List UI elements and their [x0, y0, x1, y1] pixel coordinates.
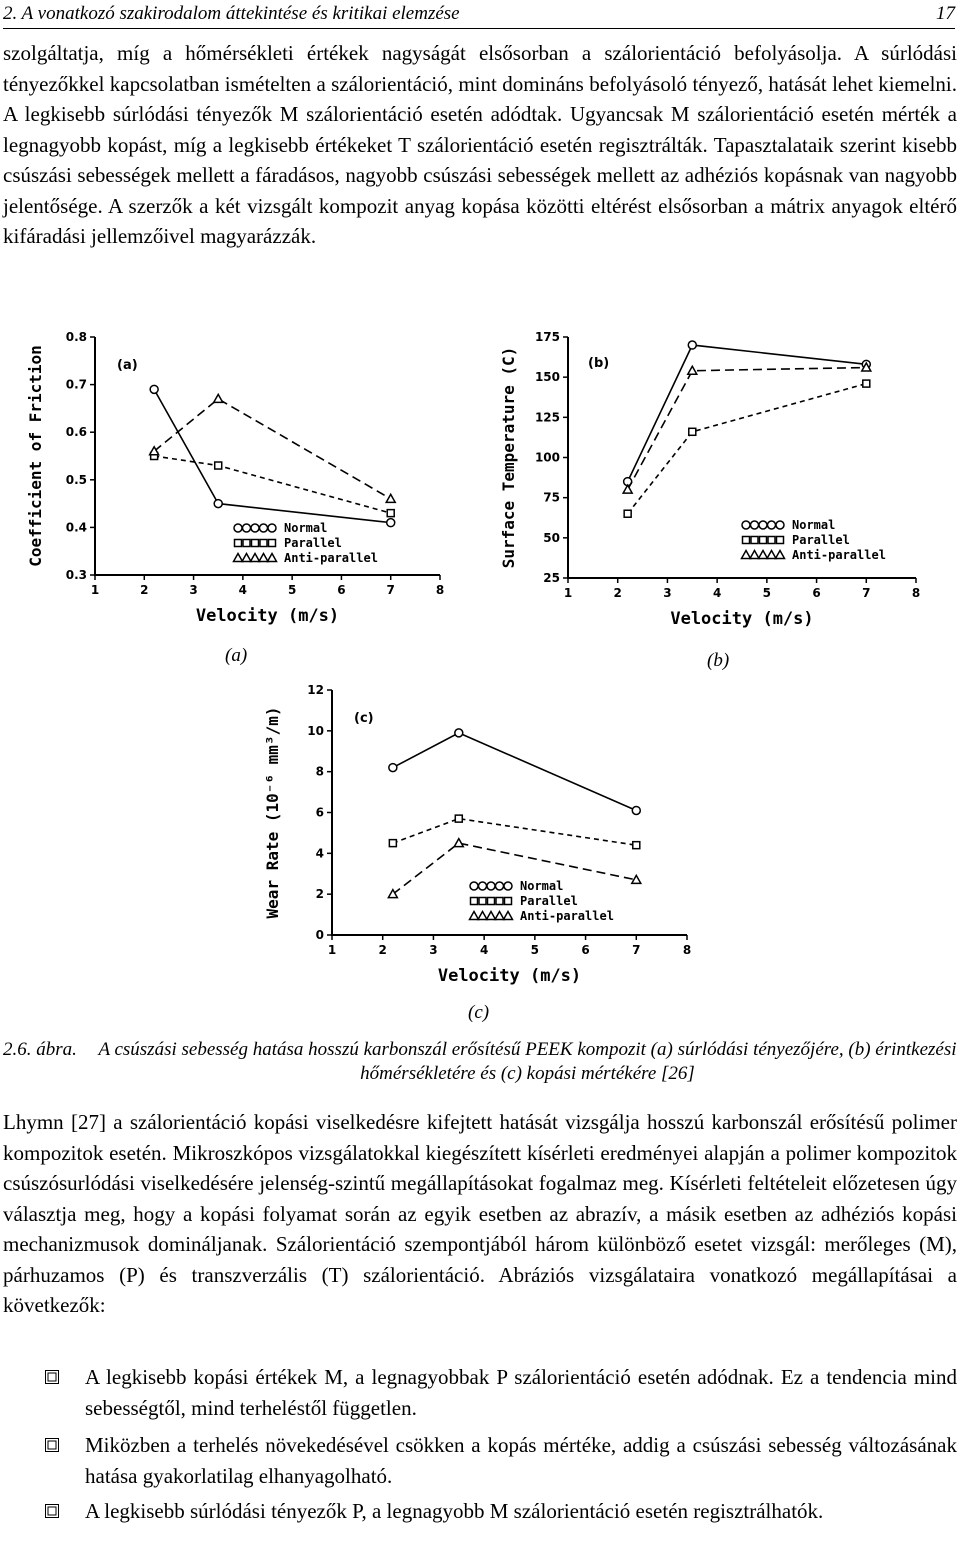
data-point-triangle — [454, 839, 463, 847]
legend-marker-circle — [470, 882, 478, 890]
header-title: 2. A vonatkozó szakirodalom áttekintése és kritikai elemzése — [3, 3, 460, 24]
x-tick-label: 3 — [663, 586, 672, 600]
legend-marker-triangle — [470, 912, 479, 920]
data-point-triangle — [214, 394, 223, 402]
legend-label: Anti-parallel — [520, 909, 614, 923]
legend-label: Parallel — [520, 894, 578, 908]
legend-marker-square — [488, 898, 495, 905]
figure-sublabel-b: (b) — [707, 650, 730, 671]
data-point-square — [389, 840, 396, 847]
data-point-square — [633, 842, 640, 849]
bullet-text: A legkisebb kopási értékek M, a legnagyobbak P szálorientáció esetén adódnak. Ez a tendencia mind sebességtől, mind terheléstől független. — [85, 1365, 957, 1420]
legend-marker-square — [471, 898, 478, 905]
y-axis-label: Coefficient of Friction — [26, 345, 45, 567]
bullet-box-icon — [45, 1504, 59, 1518]
x-tick-label: 7 — [632, 943, 641, 957]
y-tick-label: 0 — [315, 928, 324, 942]
legend-marker-triangle — [478, 912, 487, 920]
legend-marker-triangle — [767, 551, 776, 559]
chart-wear-rate — [262, 682, 702, 998]
data-point-square — [215, 462, 222, 469]
series-line-circle — [628, 345, 867, 482]
figure-sublabel-a: (a) — [225, 645, 248, 666]
series-markers-square — [151, 453, 395, 517]
x-tick-label: 8 — [435, 583, 445, 597]
y-tick-label: 150 — [534, 370, 560, 385]
x-tick-label: 6 — [337, 583, 346, 597]
legend-marker-square — [260, 540, 267, 547]
y-tick-label: 8 — [315, 764, 324, 779]
x-tick-label: 7 — [862, 586, 871, 600]
legend-label: Parallel — [284, 536, 342, 550]
legend-marker-square — [751, 537, 758, 544]
chart-friction — [25, 325, 455, 635]
legend-marker-square — [235, 540, 242, 547]
y-axis-label: Wear Rate (10⁻⁶ mm³/m) — [263, 706, 282, 919]
data-point-square — [863, 380, 870, 387]
legend-marker-triangle — [234, 554, 243, 562]
y-tick-label: 6 — [315, 805, 324, 820]
x-tick-label: 1 — [90, 583, 100, 597]
series-markers-circle — [389, 729, 640, 815]
series-markers-square — [389, 815, 639, 849]
paragraph-intro: szolgáltatja, míg a hőmérsékleti értékek nagyságát elsősorban a szálorientáció befolyásolja. A súrlódási tényezőkkel kapcsolatban ismételten a szálorientáció, mint domináns befolyásoló tényező, hatását lehet kiemelni. A legkisebb súrlódási tényezők M szálorientáció esetén adódtak. Ugyancsak M szálorientáció esetén mérték a legnagyobb kopást, míg a legkisebb értékeket T szálorientáció esetén regisztrálták. Tapasztalataik szerint kisebb csúszási sebességek mellett a fáradásos, nagyobb csúszási sebességek mellett az adhéziós kopásnak van nagyobb jelentősége. A szerzők a két vizsgált kompozit anyag kopása közötti eltérést elsősorban a mátrix anyagok eltérő kifáradási jellemzőivel magyarázzák. — [3, 41, 957, 248]
legend-marker-triangle — [495, 912, 504, 920]
y-axis-label: Surface Temperature (C) — [499, 346, 518, 569]
y-tick-label: 125 — [534, 410, 560, 425]
legend-label: Parallel — [792, 533, 850, 547]
legend-marker-square — [479, 898, 486, 905]
data-point-triangle — [386, 494, 395, 502]
x-axis-label: Velocity (m/s) — [195, 606, 340, 626]
figure-sublabel-c: (c) — [468, 1002, 490, 1023]
series-line-triangle — [393, 843, 636, 894]
legend-marker-square — [743, 537, 750, 544]
y-tick-label: 0.4 — [65, 520, 87, 535]
legend-marker-square — [768, 537, 775, 544]
legend-marker-triangle — [268, 554, 277, 562]
data-point-square — [689, 428, 696, 435]
y-tick-label: 100 — [534, 450, 560, 465]
data-point-triangle — [623, 485, 632, 493]
x-tick-label: 2 — [140, 583, 149, 597]
legend-marker-circle — [479, 882, 487, 890]
bullet-text: Miközben a terhelés növekedésével csökken a kopás mértéke, addig a csúszási sebesség változásának hatása gyakorlatilag elhanyagolható. — [85, 1433, 957, 1488]
chart-temperature — [498, 325, 928, 635]
legend-marker-square — [777, 537, 784, 544]
bullet-text: A legkisebb súrlódási tényezők P, a legnagyobb M szálorientáció esetén regisztrálhatók. — [85, 1499, 824, 1523]
legend-marker-square — [252, 540, 259, 547]
x-tick-label: 1 — [563, 586, 573, 600]
series-line-circle — [154, 389, 391, 522]
panel-tag: (b) — [588, 356, 610, 371]
x-tick-label: 2 — [613, 586, 622, 600]
legend-marker-square — [760, 537, 767, 544]
series-markers-circle — [150, 385, 395, 526]
legend-marker-square — [496, 898, 503, 905]
y-tick-label: 4 — [315, 846, 324, 861]
legend-marker-circle — [234, 524, 242, 532]
legend-marker-triangle — [487, 912, 496, 920]
data-point-circle — [214, 500, 222, 508]
legend-marker-circle — [751, 521, 759, 529]
legend-marker-square — [269, 540, 276, 547]
panel-tag: (c) — [354, 711, 374, 726]
figure-caption — [3, 1038, 957, 1086]
legend-marker-circle — [768, 521, 776, 529]
y-tick-label: 10 — [307, 723, 324, 738]
x-tick-label: 3 — [189, 583, 198, 597]
x-tick-label: 7 — [386, 583, 395, 597]
x-axis-label: Velocity (m/s) — [437, 966, 582, 986]
legend-marker-circle — [759, 521, 767, 529]
series-line-triangle — [154, 399, 391, 499]
data-point-square — [387, 510, 394, 517]
series-markers-triangle — [623, 363, 871, 493]
data-point-circle — [455, 729, 463, 737]
x-tick-label: 2 — [378, 943, 387, 957]
legend-marker-triangle — [750, 551, 759, 559]
legend-marker-square — [243, 540, 250, 547]
data-point-circle — [632, 806, 640, 814]
y-tick-label: 0.7 — [65, 377, 87, 392]
y-tick-label: 12 — [307, 683, 324, 697]
legend-marker-triangle — [242, 554, 251, 562]
x-tick-label: 4 — [712, 586, 722, 600]
x-tick-label: 4 — [238, 583, 248, 597]
x-tick-label: 8 — [911, 586, 921, 600]
series-line-square — [628, 384, 867, 514]
y-tick-label: 50 — [543, 530, 560, 545]
series-line-circle — [393, 733, 636, 811]
caption-text: A csúszási sebesség hatása hosszú karbonszál erősítésű PEEK kompozit (a) súrlódási tényezőjére, (b) érintkezési hőmérsékletére és (c) kopási mértékére [26] — [98, 1039, 957, 1084]
data-point-triangle — [632, 875, 641, 883]
legend-marker-square — [505, 898, 512, 905]
legend-marker-circle — [251, 524, 259, 532]
series-markers-square — [624, 380, 870, 517]
legend-marker-triangle — [759, 551, 768, 559]
data-point-circle — [150, 385, 158, 393]
bullet-box-icon — [45, 1438, 59, 1452]
y-tick-label: 0.3 — [65, 568, 87, 582]
x-tick-label: 3 — [429, 943, 438, 957]
running-header — [3, 2, 955, 29]
legend-label: Normal — [792, 518, 836, 532]
legend-marker-triangle — [742, 551, 751, 559]
x-tick-label: 8 — [682, 943, 692, 957]
legend-marker-triangle — [504, 912, 513, 920]
data-point-circle — [387, 519, 395, 527]
legend-marker-circle — [504, 882, 512, 890]
y-tick-label: 75 — [543, 490, 560, 505]
paragraph-main: Lhymn [27] a szálorientáció kopási viselkedésre kifejtett hatását vizsgálja hosszú karbonszál erősítésű polimer kompozitok esetén. Mikroszkópos vizsgálatokkal kiegészített kísérleti eredményei alapján a polimer kompozitok csúszósurlódási viselkedésére jelenség-szintű megállapításokat fogalmaz meg. Kísérleti feltételeit előzetesen úgy választja meg, hogy a kopási folyamat során az egyik esetben az abrazív, a másik esetben az adhéziós kopási mechanizmusok domináljanak. Szálorientáció szempontjából három különböző esetet vizsgál: merőleges (M), párhuzamos (P) és transzverzális (T) szálorientáció. Abráziós vizsgálataira vonatkozó megállapításai a következők: — [3, 1110, 957, 1317]
legend-marker-circle — [742, 521, 750, 529]
y-tick-label: 25 — [543, 571, 560, 585]
x-tick-label: 4 — [479, 943, 489, 957]
x-tick-label: 5 — [287, 583, 297, 597]
legend-marker-circle — [243, 524, 251, 532]
series-line-square — [154, 456, 391, 513]
legend-marker-triangle — [776, 551, 785, 559]
x-tick-label: 6 — [812, 586, 821, 600]
legend-marker-triangle — [251, 554, 260, 562]
data-point-square — [455, 815, 462, 822]
legend-marker-circle — [260, 524, 268, 532]
x-tick-label: 5 — [762, 586, 772, 600]
page-number: 17 — [936, 3, 955, 24]
legend-label: Normal — [284, 521, 328, 535]
x-axis-label: Velocity (m/s) — [670, 609, 814, 629]
x-tick-label: 6 — [581, 943, 590, 957]
x-tick-label: 1 — [327, 943, 337, 957]
y-tick-label: 175 — [534, 330, 560, 344]
legend-marker-circle — [268, 524, 276, 532]
data-point-square — [624, 510, 631, 517]
y-tick-label: 0.8 — [65, 330, 87, 344]
legend-marker-circle — [496, 882, 504, 890]
data-point-triangle — [688, 366, 697, 374]
data-point-circle — [688, 341, 696, 349]
caption-number: 2.6. ábra. — [3, 1039, 77, 1060]
legend-marker-triangle — [259, 554, 268, 562]
legend-label: Anti-parallel — [284, 551, 378, 565]
panel-tag: (a) — [117, 358, 138, 373]
y-tick-label: 2 — [315, 887, 324, 902]
y-tick-label: 0.5 — [65, 472, 87, 487]
series-line-square — [393, 819, 636, 846]
legend-marker-circle — [487, 882, 495, 890]
series-line-triangle — [628, 368, 867, 490]
x-tick-label: 5 — [530, 943, 540, 957]
data-point-circle — [389, 764, 397, 772]
y-tick-label: 0.6 — [65, 425, 87, 440]
legend-label: Normal — [520, 879, 564, 893]
bullet-box-icon — [45, 1370, 59, 1384]
legend-marker-circle — [776, 521, 784, 529]
legend-label: Anti-parallel — [792, 548, 886, 562]
